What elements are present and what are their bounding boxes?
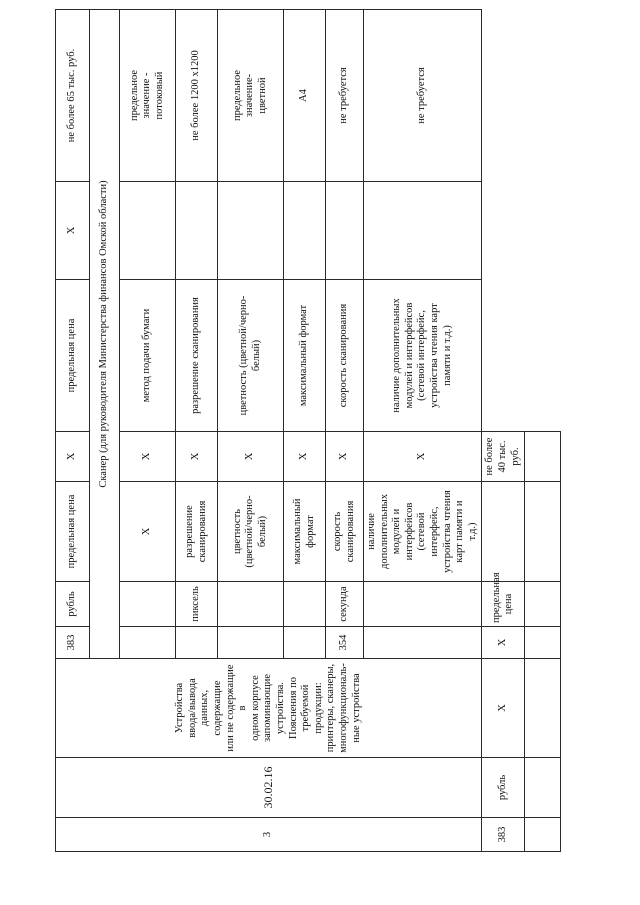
characteristic [176, 482, 218, 582]
text-line: одном корпусе [249, 675, 261, 741]
okei-code: 354 [326, 627, 364, 659]
text-line: наличие [366, 513, 377, 550]
value-cell: Х [482, 627, 525, 659]
value-cell-2 [176, 10, 218, 182]
characteristic [218, 482, 284, 582]
characteristic [284, 482, 326, 582]
blank-cell [218, 182, 284, 280]
flag-cell: Х [284, 432, 326, 482]
okei-code [284, 627, 326, 659]
characteristic-2 [364, 280, 482, 432]
okei-code [364, 627, 482, 659]
characteristic-2 [176, 280, 218, 432]
text-line: А4 [298, 89, 310, 102]
value-cell-2 [284, 10, 326, 182]
value-cell: Х [56, 432, 90, 482]
characteristic [364, 482, 482, 582]
value-cell-2 [326, 10, 364, 182]
value-cell-2 [218, 10, 284, 182]
product-description [56, 659, 482, 758]
text-line: разрешение [183, 505, 195, 558]
flag-cell: Х [364, 432, 482, 482]
blank-cell [525, 818, 561, 852]
flag-cell: Х [326, 432, 364, 482]
okei-code [218, 627, 284, 659]
characteristic: предельная цена [56, 482, 90, 582]
unit-name [218, 582, 284, 627]
blank-cell [284, 182, 326, 280]
blank-cell [525, 627, 561, 659]
unit-name: рубль [56, 582, 90, 627]
text-line: модулей и [391, 508, 403, 555]
text-line: дополнительных [378, 494, 390, 570]
characteristic-2 [284, 280, 326, 432]
unit-name [284, 582, 326, 627]
text-line: Х [141, 527, 153, 536]
text-line: предельное [231, 69, 243, 122]
characteristic-2 [218, 280, 284, 432]
characteristic: Х [482, 659, 525, 758]
unit-name: секунда [326, 582, 364, 627]
flag-cell: Х [56, 182, 90, 280]
requirements-table-rotated [55, 10, 525, 852]
text-line: цветность (цветной/черно- [237, 295, 249, 416]
characteristic-2: предельная цена [56, 280, 90, 432]
text-line: не требуется [416, 67, 428, 124]
blank-cell [120, 182, 176, 280]
text-line: требуемой [300, 684, 312, 732]
text-line: или не содержащие в [224, 664, 249, 752]
okei-code: 383 [56, 627, 90, 659]
value-cell-2 [364, 10, 482, 182]
text-line: формат [304, 515, 316, 548]
text-line: т.д.) [466, 522, 478, 541]
text-line: не более 1200 х1200 [190, 50, 202, 141]
blank-cell [326, 182, 364, 280]
characteristic-2 [120, 280, 176, 432]
blank-cell [525, 758, 561, 818]
characteristic-2: предельная цена [482, 582, 525, 627]
text-line: цветность [231, 509, 243, 554]
blank-cell [482, 482, 525, 582]
text-line: (цветной/черно- [244, 495, 256, 568]
unit-name: рубль [482, 758, 525, 818]
text-line: максимальный формат [298, 304, 310, 407]
text-line: скорость сканирования [338, 303, 350, 408]
text-line: памяти и т.д.) [441, 325, 453, 386]
text-line: сканирования [344, 500, 356, 563]
text-line: запоминающие [262, 673, 274, 743]
text-line: данных, содержащие [199, 680, 223, 736]
text-line: значение - [141, 72, 153, 119]
okei-code [176, 627, 218, 659]
section-caption: Сканер (для руководителя Министерства финансов Омской области) [90, 10, 120, 659]
text-line: потоковый [153, 71, 165, 120]
row-number: 3 [56, 818, 482, 852]
blank-cell [525, 432, 561, 482]
text-line: устройства чтения карт [428, 303, 440, 408]
text-line: (сетевой интерфейс, [416, 310, 428, 401]
text-line: предельное [128, 69, 140, 122]
text-line: значение- [244, 73, 256, 118]
text-line: (сетевой [416, 512, 428, 551]
text-line: модулей и интерфейсов [403, 302, 415, 409]
flag-cell: Х [218, 432, 284, 482]
text-line: разрешение сканирования [190, 297, 202, 414]
table-row [56, 10, 90, 852]
text-line: принтеры, сканеры, [325, 663, 337, 753]
text-line: карт памяти и [454, 500, 466, 563]
text-line: белый) [256, 515, 268, 548]
blank-cell [525, 582, 561, 627]
blank-cell [525, 659, 561, 758]
text-line: не требуется [338, 67, 350, 124]
text-line: цветной [256, 77, 268, 114]
value-cell-2: не более 40 тыс. руб. [482, 432, 525, 482]
blank-cell [176, 182, 218, 280]
text-line: наличие дополнительных [391, 298, 403, 413]
text-line: метод подачи бумаги [141, 308, 153, 403]
text-line: многофункциональ- [337, 663, 349, 753]
text-line: устройства. [274, 681, 286, 735]
characteristic [326, 482, 364, 582]
requirements-table [55, 9, 561, 852]
blank-cell [364, 182, 482, 280]
unit-name: пиксель [176, 582, 218, 627]
text-line: интерфейсов [403, 502, 415, 561]
table-row [482, 10, 525, 852]
text-line: интерфейс, [428, 506, 440, 557]
text-line: Пояснения по [287, 677, 299, 739]
text-line: ввода/вывода [186, 678, 198, 738]
flag-cell: Х [176, 432, 218, 482]
text-line: ные устройства [350, 673, 362, 743]
okei-code [120, 627, 176, 659]
text-line: белый) [250, 339, 262, 372]
value-cell-2: не более 65 тыс. руб. [56, 10, 90, 182]
text-line: Устройства [174, 682, 186, 734]
text-line: максимальный [291, 498, 303, 565]
unit-name [120, 582, 176, 627]
okei-code: 383 [482, 818, 525, 852]
unit-name [364, 582, 482, 627]
text-line: устройства чтения [441, 490, 453, 573]
characteristic-2 [326, 280, 364, 432]
okpd-code: 30.02.16 [56, 758, 482, 818]
flag-cell: Х [120, 432, 176, 482]
text-line: продукции: [312, 682, 324, 734]
characteristic [120, 482, 176, 582]
text-line: скорость [331, 511, 343, 552]
text-line: сканирования [196, 500, 208, 563]
table-row [525, 10, 561, 852]
blank-cell [525, 482, 561, 582]
value-cell-2 [120, 10, 176, 182]
